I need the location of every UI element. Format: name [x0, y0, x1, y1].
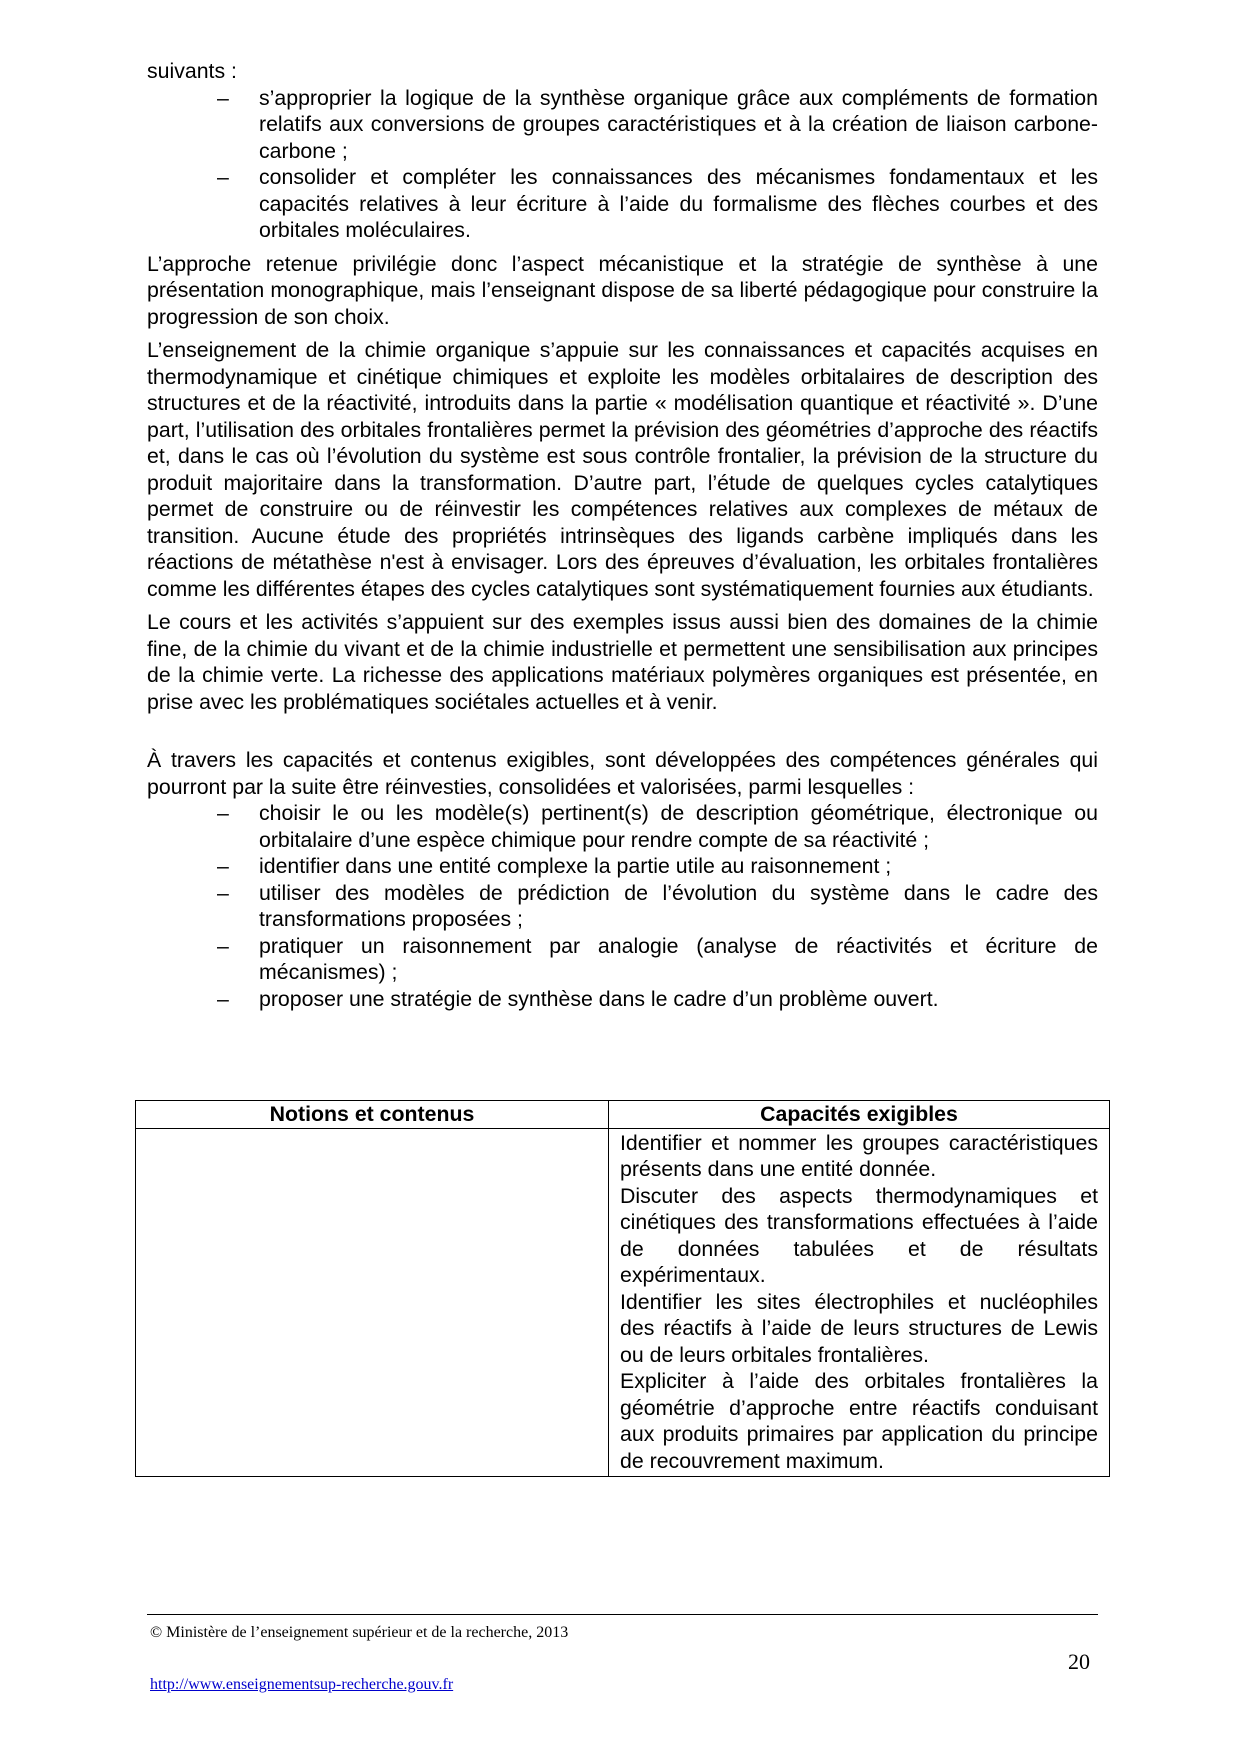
header-capacites: Capacités exigibles [609, 1101, 1110, 1129]
dash-bullet: – [217, 801, 229, 825]
capacity-item: Identifier et nommer les groupes caractéristiques présents dans une entité donnée. [620, 1130, 1098, 1181]
header-notions: Notions et contenus [136, 1101, 609, 1129]
body-text [147, 58, 1098, 1012]
list-item [217, 933, 1098, 986]
list-item [217, 853, 1098, 880]
list-item-text: choisir le ou les modèle(s) pertinent(s) de description géométrique, électronique ou orbitalaire d’une espèce chimique pour rendre compte de sa réactivité ; [259, 801, 1098, 852]
list-item-text: utiliser des modèles de prédiction de l’évolution du système dans le cadre des transformations proposées ; [259, 880, 1098, 931]
table-row [136, 1128, 1110, 1477]
intro-lead: suivants : [147, 59, 237, 83]
dash-bullet: – [217, 880, 229, 905]
paragraph-teaching: L’enseignement de la chimie organique s’appuie sur les connaissances et capacités acquises en thermodynamique et cinétique chimiques et exploite les modèles orbitalaires de description des structures et de la réactivité, introduits dans la partie « modélisation quantique et réactivité ». D’une part, l’utilisation des orbitales frontalières permet la prévision des géométries d’approche des réactifs et, dans le cas où l’évolution du système est sous contrôle frontalier, la prévision de la structure du produit majoritaire dans la transformation. D’autre part, l’étude de quelques cycles catalytiques permet de construire ou de réinvestir les compétences relatives aux complexes de métaux de transition. Aucune étude des propriétés intrinsèques des ligands carbène impliqués dans les réactions de métathèse n'est à envisager. Lors des épreuves d’évaluation, les orbitales frontalières comme les différentes étapes des cycles catalytiques sont systématiquement fournies aux étudiants. [147, 338, 1098, 601]
competences-lead: À travers les capacités et contenus exigibles, sont développées des compétences générales qui pourront par la suite être réinvesties, consolidées et valorisées, parmi lesquelles : [147, 748, 1098, 799]
dash-bullet: – [217, 165, 229, 189]
dash-bullet: – [217, 854, 229, 878]
list-item [217, 85, 1098, 165]
paragraph-approach: L’approche retenue privilégie donc l’aspect mécanistique et la stratégie de synthèse à une présentation monographique, mais l’enseignant dispose de sa liberté pédagogique pour construire la progression de son choix. [147, 251, 1098, 329]
list-item [217, 800, 1098, 853]
paragraph-examples: Le cours et les activités s’appuient sur des exemples issus aussi bien des domaines de la chimie fine, de la chimie du vivant et de la chimie industrielle et permettent une sensibilisation aux principes de la chimie verte. La richesse des applications matériaux polymères organiques est présentée, en prise avec les problématiques sociétales actuelles et à venir. [147, 610, 1098, 714]
list-item-text: proposer une stratégie de synthèse dans le cadre d’un problème ouvert. [259, 986, 939, 1011]
list-item-text: identifier dans une entité complexe la partie utile au raisonnement ; [259, 854, 892, 878]
capacities-table [135, 1100, 1110, 1477]
list-item-text: pratiquer un raisonnement par analogie (analyse de réactivités et écriture de mécanismes) ; [259, 933, 1098, 984]
dash-bullet: – [217, 933, 229, 958]
table-header-row [136, 1101, 1110, 1129]
list-item [217, 880, 1098, 933]
list-item [217, 986, 1098, 1013]
capacity-item: Discuter des aspects thermodynamiques et cinétiques des transformations effectuées à l’aide de données tabulées et de résultats expérimentaux. [620, 1183, 1098, 1287]
list-item-text: s’approprier la logique de la synthèse organique grâce aux compléments de formation relatifs aux conversions de groupes caractéristiques et à la création de liaison carbone-carbone ; [259, 85, 1098, 163]
capacities-cell [609, 1128, 1110, 1477]
capacity-item: Expliciter à l’aide des orbitales frontalières la géométrie d’approche entre réactifs conduisant aux produits primaires par application du principe de recouvrement maximum. [620, 1369, 1098, 1473]
list-item [217, 164, 1098, 244]
footer-copyright: © Ministère de l’enseignement supérieur et de la recherche, 2013 [150, 1624, 569, 1641]
competences-bullet-list [147, 800, 1098, 1012]
footer-divider [147, 1614, 1098, 1615]
dash-bullet: – [217, 986, 229, 1011]
capacity-item: Identifier les sites électrophiles et nucléophiles des réactifs à l’aide de leurs structures de Lewis ou de leurs orbitales frontalières. [620, 1289, 1098, 1367]
notions-cell [136, 1128, 609, 1477]
footer-url-link[interactable]: http://www.enseignementsup-recherche.gouv.fr [150, 1676, 454, 1693]
intro-bullet-list [147, 85, 1098, 244]
dash-bullet: – [217, 85, 229, 110]
page-number: 20 [1068, 1649, 1090, 1674]
list-item-text: consolider et compléter les connaissances des mécanismes fondamentaux et les capacités relatives à leur écriture à l’aide du formalisme des flèches courbes et des orbitales moléculaires. [259, 165, 1098, 242]
